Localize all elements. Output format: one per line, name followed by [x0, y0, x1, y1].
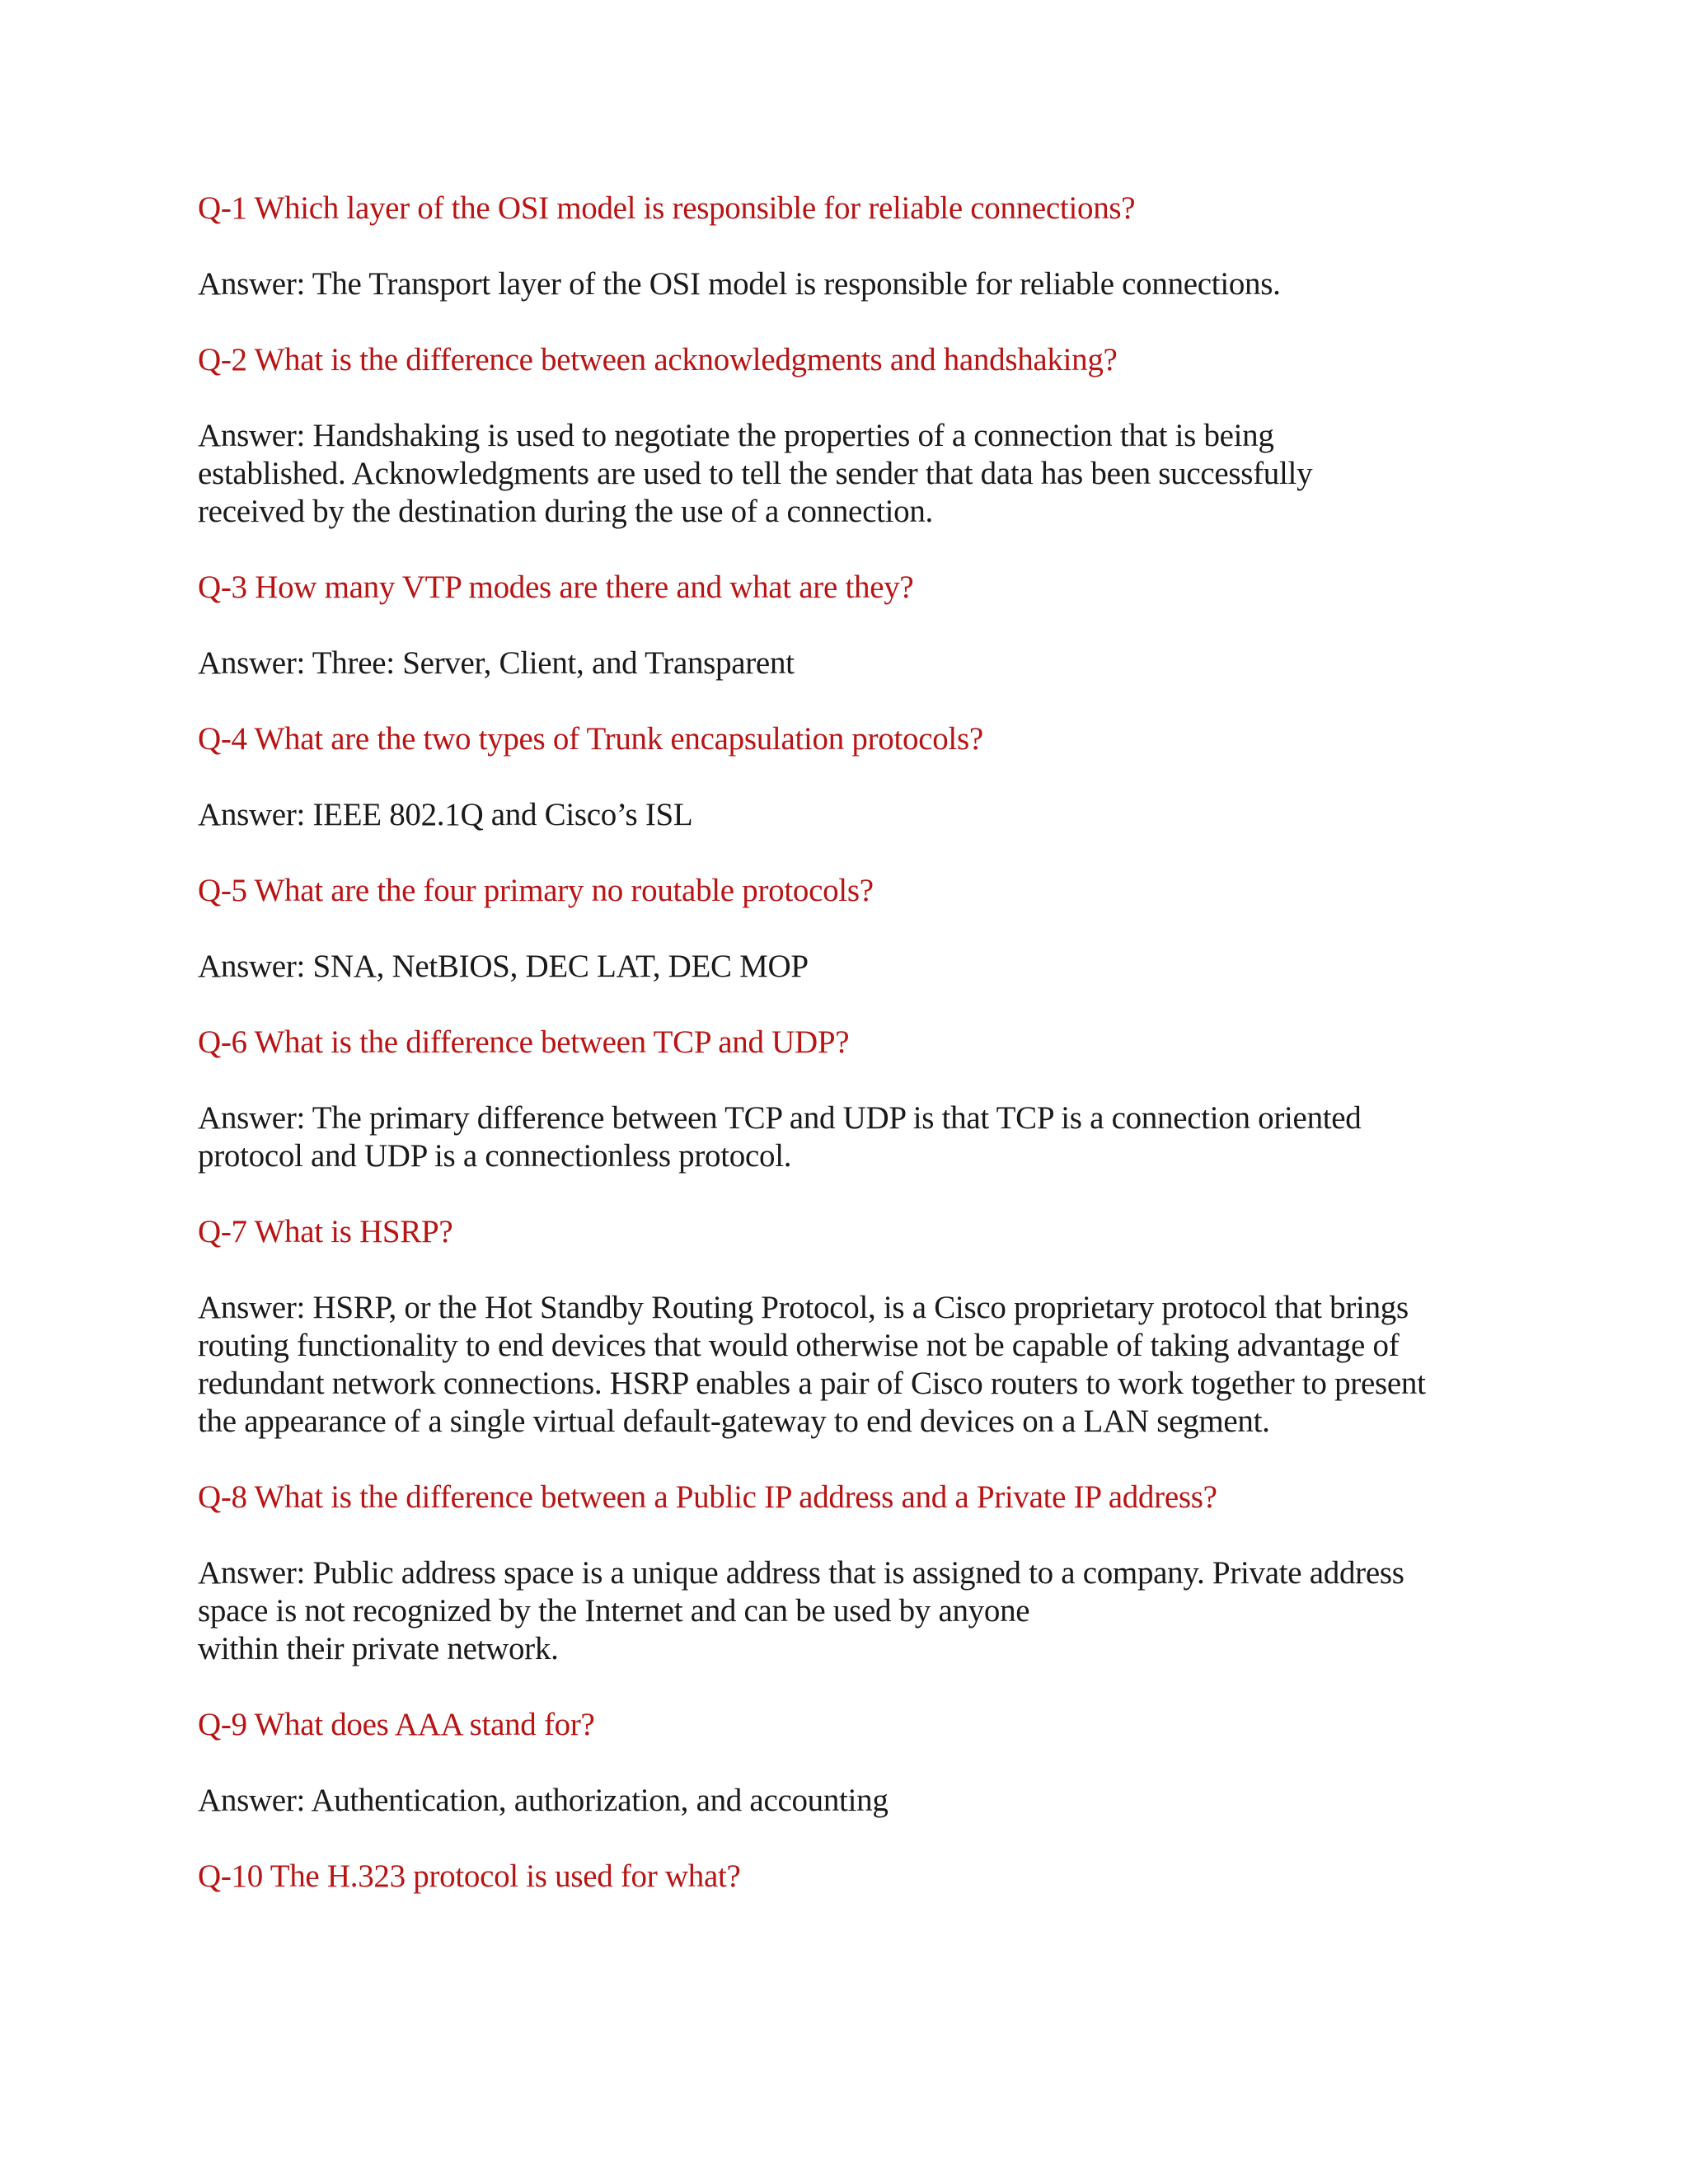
question-4: Q-4 What are the two types of Trunk encapsulation protocols? [198, 721, 983, 757]
question-5: Q-5 What are the four primary no routable protocols? [198, 873, 874, 908]
answer-line: Answer: Public address space is a unique address that is assigned to a company. Private address [198, 1555, 1404, 1591]
qa-item-7 [198, 1213, 1500, 1441]
qa-item-2 [198, 341, 1500, 531]
answer-line: protocol and UDP is a connectionless protocol. [198, 1138, 792, 1174]
qa-item-5 [198, 872, 1500, 986]
question-8: Q-8 What is the difference between a Public IP address and a Private IP address? [198, 1479, 1217, 1515]
question-6: Q-6 What is the difference between TCP and UDP? [198, 1024, 850, 1060]
answer-line: Answer: Three: Server, Client, and Transparent [198, 645, 795, 681]
qa-list [198, 190, 1500, 1933]
qa-item-4 [198, 720, 1500, 834]
answer-line: received by the destination during the use of a connection. [198, 494, 934, 529]
answer-line: redundant network connections. HSRP enables a pair of Cisco routers to work together to present [198, 1366, 1426, 1401]
question-7: Q-7 What is HSRP? [198, 1214, 453, 1249]
answer-line: Answer: IEEE 802.1Q and Cisco’s ISL [198, 797, 693, 832]
qa-item-1 [198, 190, 1500, 303]
answer-line: Answer: The Transport layer of the OSI model is responsible for reliable connections. [198, 266, 1281, 302]
answer-line: routing functionality to end devices that would otherwise not be capable of taking advantage of [198, 1328, 1400, 1363]
question-10: Q-10 The H.323 protocol is used for what? [198, 1858, 741, 1894]
answer-2 [198, 417, 1500, 531]
question-9: Q-9 What does AAA stand for? [198, 1707, 595, 1742]
answer-line: Answer: Authentication, authorization, and accounting [198, 1783, 889, 1818]
question-3: Q-3 How many VTP modes are there and what are they? [198, 569, 914, 605]
answer-8 [198, 1554, 1500, 1668]
qa-item-3 [198, 569, 1500, 682]
answer-9 [198, 1782, 1500, 1820]
answer-line: established. Acknowledgments are used to tell the sender that data has been successfully [198, 456, 1313, 491]
answer-5 [198, 948, 1500, 986]
question-2: Q-2 What is the difference between acknowledgments and handshaking? [198, 342, 1118, 377]
answer-4 [198, 796, 1500, 834]
answer-line: Answer: Handshaking is used to negotiate the properties of a connection that is being [198, 418, 1274, 453]
answer-line: space is not recognized by the Internet and can be used by anyone [198, 1593, 1030, 1629]
answer-1 [198, 265, 1500, 303]
answer-line: the appearance of a single virtual default-gateway to end devices on a LAN segment. [198, 1404, 1270, 1439]
answer-6 [198, 1099, 1500, 1175]
answer-line: Answer: HSRP, or the Hot Standby Routing Protocol, is a Cisco proprietary protocol that brings [198, 1290, 1409, 1325]
answer-line: Answer: SNA, NetBIOS, DEC LAT, DEC MOP [198, 949, 809, 984]
question-1: Q-1 Which layer of the OSI model is responsible for reliable connections? [198, 190, 1136, 226]
qa-item-8 [198, 1479, 1500, 1668]
answer-3 [198, 644, 1500, 682]
answer-line: Answer: The primary difference between TCP and UDP is that TCP is a connection oriented [198, 1100, 1362, 1136]
answer-7 [198, 1289, 1500, 1441]
qa-item-9 [198, 1706, 1500, 1820]
qa-item-6 [198, 1024, 1500, 1175]
qa-item-10 [198, 1858, 1500, 1896]
answer-line: within their private network. [198, 1631, 559, 1666]
